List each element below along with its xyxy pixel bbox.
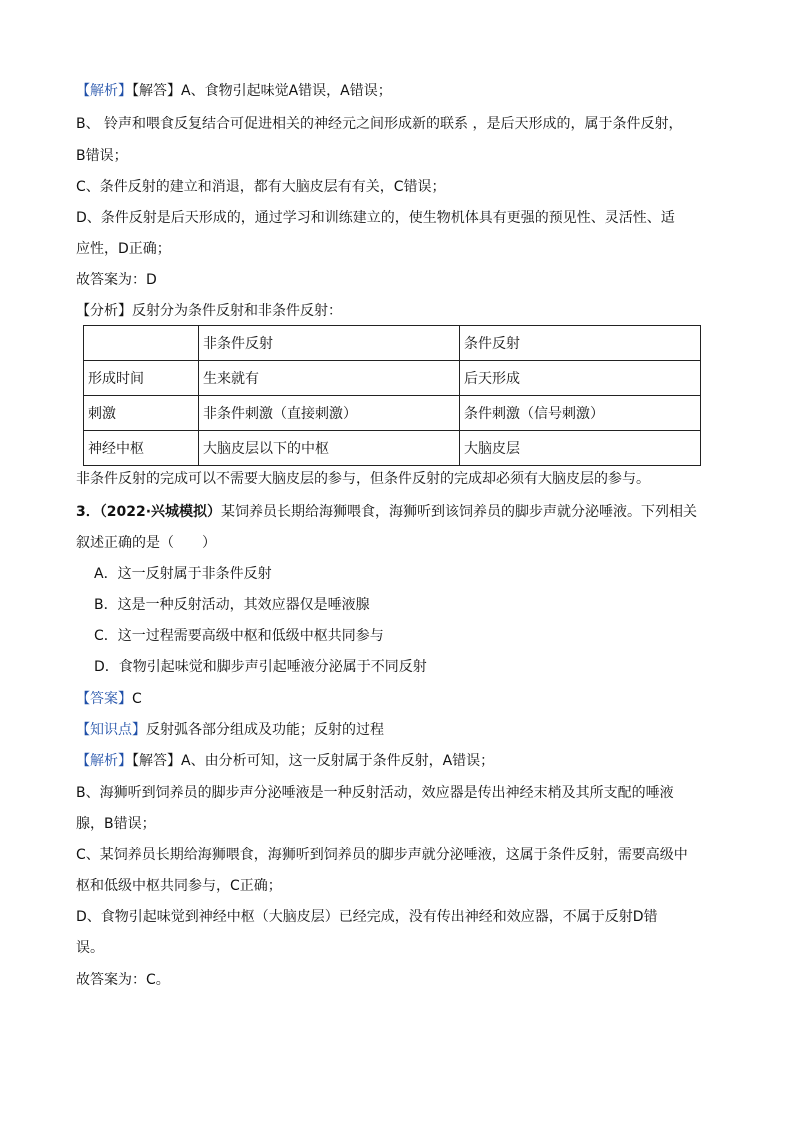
table-row: [84, 396, 701, 431]
answer-value: C: [132, 691, 142, 707]
question-3-line-2: 叙述正确的是（ ）: [76, 535, 216, 551]
question-stem: 某饲养员长期给海狮喂食，海狮听到该饲养员的脚步声就分泌唾液。下列相关: [221, 504, 698, 520]
table-cell: 刺激: [84, 396, 199, 431]
explanation-b-line-2: 腺，B错误；: [76, 816, 156, 832]
option-c: C．这一过程需要高级中枢和低级中枢共同参与: [94, 628, 384, 644]
answer-line: [76, 689, 726, 709]
solution-c: C、条件反射的建立和消退，都有大脑皮层有有关，C错误；: [76, 179, 446, 195]
final-answer-1: 故答案为：D: [76, 272, 157, 288]
explanation-label: 【解析】: [76, 753, 132, 769]
analysis-text: 反射分为条件反射和非条件反射：: [132, 303, 342, 319]
final-answer-2: 故答案为：C。: [76, 972, 170, 988]
analysis-paragraph: [76, 301, 726, 321]
option-a: A．这一反射属于非条件反射: [94, 566, 272, 582]
solution-b-line-1: B、 铃声和喂食反复结合可促进相关的神经元之间形成新的联系 ，是后天形成的，属于条件反射，: [76, 116, 683, 132]
solution-d-line-2: 应性，D正确；: [76, 241, 171, 257]
knowledge-label: 【知识点】: [76, 722, 146, 738]
table-cell: 生来就有: [199, 361, 460, 396]
table-header-cell: 非条件反射: [199, 326, 460, 361]
question-3-line-1: [76, 502, 726, 522]
table-cell: 大脑皮层以下的中枢: [199, 431, 460, 466]
table-cell: 条件刺激（信号刺激）: [460, 396, 701, 431]
question-number: 3．: [76, 504, 100, 520]
knowledge-line: [76, 720, 726, 740]
table-cell: 神经中枢: [84, 431, 199, 466]
table-header-row: [84, 326, 701, 361]
table-header-cell: [84, 326, 199, 361]
knowledge-text: 反射弧各部分组成及功能；反射的过程: [146, 722, 384, 738]
reflex-comparison-table: [83, 325, 701, 466]
table-cell: 大脑皮层: [460, 431, 701, 466]
answer-label: 【答案】: [76, 691, 132, 707]
solution-text-a: A、食物引起味觉A错误，A错误；: [181, 83, 392, 99]
explanation-d-line-1: D、食物引起味觉到神经中枢（大脑皮层）已经完成，没有传出神经和效应器，不属于反射D错: [76, 909, 658, 925]
table-row: [84, 361, 701, 396]
analysis-label: 【分析】: [76, 303, 132, 319]
solution-d-line-1: D、条件反射是后天形成的，通过学习和训练建立的，使生物机体具有更强的预见性、灵活性、适: [76, 210, 675, 226]
table-header-cell: 条件反射: [460, 326, 701, 361]
explanation-answer-label: 【解答】: [132, 753, 181, 769]
explanation-c-line-1: C、某饲养员长期给海狮喂食，海狮听到饲养员的脚步声就分泌唾液，这属于条件反射，需要高级中: [76, 847, 688, 863]
option-b: B．这是一种反射活动，其效应器仅是唾液腺: [94, 597, 370, 613]
explanation-a-text: A、由分析可知，这一反射属于条件反射，A错误；: [181, 753, 495, 769]
table-row: [84, 431, 701, 466]
option-d: D．食物引起味觉和脚步声引起唾液分泌属于不同反射: [94, 659, 427, 675]
explanation-c-line-2: 枢和低级中枢共同参与，C正确；: [76, 878, 282, 894]
solution-b-line-2: B错误；: [76, 148, 128, 164]
table-cell: 形成时间: [84, 361, 199, 396]
table-cell: 非条件刺激（直接刺激）: [199, 396, 460, 431]
explanation-a: [76, 751, 726, 771]
explanation-d-line-2: 误。: [76, 940, 104, 956]
solution-paragraph-1: [76, 81, 726, 101]
explanation-b-line-1: B、海狮听到饲养员的脚步声分泌唾液是一种反射活动，效应器是传出神经末梢及其所支配的唾液: [76, 785, 674, 801]
question-source: （2022·兴城模拟）: [99, 504, 222, 520]
analysis-tag: 【解析】: [76, 83, 132, 99]
answer-tag: 【解答】: [132, 83, 181, 99]
table-note: 非条件反射的完成可以不需要大脑皮层的参与，但条件反射的完成却必须有大脑皮层的参与。: [76, 471, 650, 487]
table-cell: 后天形成: [460, 361, 701, 396]
